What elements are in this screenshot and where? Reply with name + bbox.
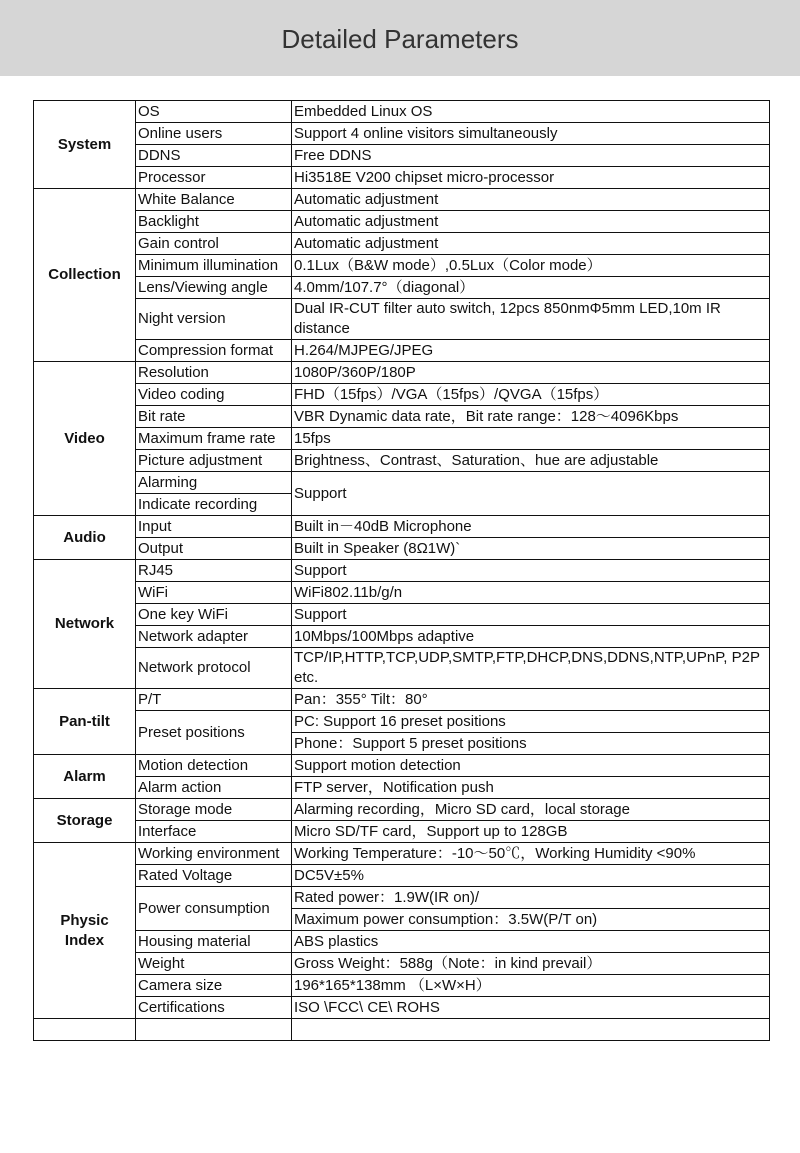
- table-row: [34, 538, 770, 560]
- param-value: PC: Support 16 preset positions: [292, 711, 770, 733]
- table-row: [34, 931, 770, 953]
- param-value: Built in Speaker (8Ω1W)`: [292, 538, 770, 560]
- param-name: Rated Voltage: [136, 865, 292, 887]
- param-name: Backlight: [136, 211, 292, 233]
- parameters-table: [33, 100, 770, 1041]
- param-value: Maximum power consumption：3.5W(P/T on): [292, 909, 770, 931]
- category-pan-tilt: Pan-tilt: [34, 689, 136, 755]
- param-value: Gross Weight：588g（Note：in kind prevail）: [292, 953, 770, 975]
- param-name: Network adapter: [136, 626, 292, 648]
- param-name: Output: [136, 538, 292, 560]
- param-name: RJ45: [136, 560, 292, 582]
- param-name: Power consumption: [136, 887, 292, 931]
- table-row: [34, 211, 770, 233]
- param-name: Motion detection: [136, 755, 292, 777]
- table-row: [34, 821, 770, 843]
- param-name: Night version: [136, 299, 292, 340]
- param-name: Lens/Viewing angle: [136, 277, 292, 299]
- category-network: Network: [34, 560, 136, 689]
- param-value: Automatic adjustment: [292, 233, 770, 255]
- param-name: Minimum illumination: [136, 255, 292, 277]
- table-row: [34, 648, 770, 689]
- param-value: Automatic adjustment: [292, 211, 770, 233]
- page-title: Detailed Parameters: [281, 24, 519, 54]
- param-value: Brightness、Contrast、Saturation、hue are adjustable: [292, 450, 770, 472]
- category-system: System: [34, 101, 136, 189]
- table-row: [34, 516, 770, 538]
- table-row: [34, 560, 770, 582]
- table-row: [34, 997, 770, 1019]
- param-value: WiFi802.11b/g/n: [292, 582, 770, 604]
- param-name: Online users: [136, 123, 292, 145]
- param-value: 10Mbps/100Mbps adaptive: [292, 626, 770, 648]
- param-value: Pan：355° Tilt：80°: [292, 689, 770, 711]
- param-value: Alarming recording，Micro SD card，local storage: [292, 799, 770, 821]
- param-name: Weight: [136, 953, 292, 975]
- param-value: Free DDNS: [292, 145, 770, 167]
- table-row: [34, 604, 770, 626]
- table-row: [34, 145, 770, 167]
- param-name: One key WiFi: [136, 604, 292, 626]
- category-physic-index: [34, 843, 136, 1019]
- param-value: Micro SD/TF card，Support up to 128GB: [292, 821, 770, 843]
- param-name: Storage mode: [136, 799, 292, 821]
- category-storage: Storage: [34, 799, 136, 843]
- param-name: Network protocol: [136, 648, 292, 689]
- table-row: [34, 277, 770, 299]
- category-label-line-1: Physic: [60, 911, 109, 929]
- param-value: H.264/MJPEG/JPEG: [292, 340, 770, 362]
- param-value: ABS plastics: [292, 931, 770, 953]
- param-name: WiFi: [136, 582, 292, 604]
- param-value: Built in－40dB Microphone: [292, 516, 770, 538]
- table-row: [34, 299, 770, 340]
- empty-cell: [292, 1019, 770, 1041]
- param-value: 15fps: [292, 428, 770, 450]
- param-value: Support motion detection: [292, 755, 770, 777]
- param-name: Indicate recording: [136, 494, 292, 516]
- table-row: [34, 887, 770, 909]
- param-name: Processor: [136, 167, 292, 189]
- table-row: [34, 582, 770, 604]
- table-row: [34, 406, 770, 428]
- param-value: Support: [292, 472, 770, 516]
- param-name: Picture adjustment: [136, 450, 292, 472]
- table-row: [34, 953, 770, 975]
- param-value: Dual IR-CUT filter auto switch, 12pcs 850nmΦ5mm LED,10m IR distance: [292, 299, 770, 340]
- param-name: Working environment: [136, 843, 292, 865]
- param-value: Embedded Linux OS: [292, 101, 770, 123]
- table-row: [34, 123, 770, 145]
- param-name: Maximum frame rate: [136, 428, 292, 450]
- param-value: 196*165*138mm （L×W×H）: [292, 975, 770, 997]
- table-row: [34, 626, 770, 648]
- param-name: Resolution: [136, 362, 292, 384]
- param-name: White Balance: [136, 189, 292, 211]
- category-alarm: Alarm: [34, 755, 136, 799]
- param-value: Support 4 online visitors simultaneously: [292, 123, 770, 145]
- param-value: 0.1Lux（B&W mode）,0.5Lux（Color mode）: [292, 255, 770, 277]
- category-audio: Audio: [34, 516, 136, 560]
- param-value: Rated power：1.9W(IR on)/: [292, 887, 770, 909]
- header-bar: [0, 0, 800, 76]
- category-collection: Collection: [34, 189, 136, 362]
- table-row: [34, 362, 770, 384]
- param-value: TCP/IP,HTTP,TCP,UDP,SMTP,FTP,DHCP,DNS,DDNS,NTP,UPnP, P2P etc.: [292, 648, 770, 689]
- param-value: VBR Dynamic data rate，Bit rate range：128～4096Kbps: [292, 406, 770, 428]
- table-row: [34, 777, 770, 799]
- table-row: [34, 428, 770, 450]
- empty-row: [34, 1019, 770, 1041]
- param-name: Housing material: [136, 931, 292, 953]
- table-row: [34, 755, 770, 777]
- param-name: Alarm action: [136, 777, 292, 799]
- table-row: [34, 843, 770, 865]
- param-name: Gain control: [136, 233, 292, 255]
- table-row: [34, 450, 770, 472]
- table-row: [34, 975, 770, 997]
- table-row: [34, 689, 770, 711]
- param-value: FTP server，Notification push: [292, 777, 770, 799]
- table-row: [34, 865, 770, 887]
- param-name: Video coding: [136, 384, 292, 406]
- category-label-line-2: Index: [64, 931, 105, 949]
- param-name: Preset positions: [136, 711, 292, 755]
- table-row: [34, 799, 770, 821]
- param-name: DDNS: [136, 145, 292, 167]
- param-value: Hi3518E V200 chipset micro-processor: [292, 167, 770, 189]
- param-name: Certifications: [136, 997, 292, 1019]
- category-video: Video: [34, 362, 136, 516]
- table-row: [34, 340, 770, 362]
- param-name: Compression format: [136, 340, 292, 362]
- param-value: 1080P/360P/180P: [292, 362, 770, 384]
- param-value: ISO \FCC\ CE\ ROHS: [292, 997, 770, 1019]
- table-row: [34, 711, 770, 733]
- param-value: Automatic adjustment: [292, 189, 770, 211]
- param-name: Interface: [136, 821, 292, 843]
- param-name: OS: [136, 101, 292, 123]
- param-value: Working Temperature：-10～50℃，Working Humidity <90%: [292, 843, 770, 865]
- param-value: Support: [292, 560, 770, 582]
- param-value: DC5V±5%: [292, 865, 770, 887]
- table-row: [34, 167, 770, 189]
- table-row: [34, 384, 770, 406]
- param-value: Support: [292, 604, 770, 626]
- param-name: Camera size: [136, 975, 292, 997]
- param-name: Input: [136, 516, 292, 538]
- param-name: Bit rate: [136, 406, 292, 428]
- table-row: [34, 255, 770, 277]
- empty-cell: [136, 1019, 292, 1041]
- param-name: P/T: [136, 689, 292, 711]
- empty-cell: [34, 1019, 136, 1041]
- table-row: [34, 189, 770, 211]
- param-name: Alarming: [136, 472, 292, 494]
- param-value: Phone：Support 5 preset positions: [292, 733, 770, 755]
- table-row: [34, 233, 770, 255]
- table-row: [34, 101, 770, 123]
- table-row: [34, 472, 770, 494]
- param-value: FHD（15fps）/VGA（15fps）/QVGA（15fps）: [292, 384, 770, 406]
- param-value: 4.0mm/107.7°（diagonal）: [292, 277, 770, 299]
